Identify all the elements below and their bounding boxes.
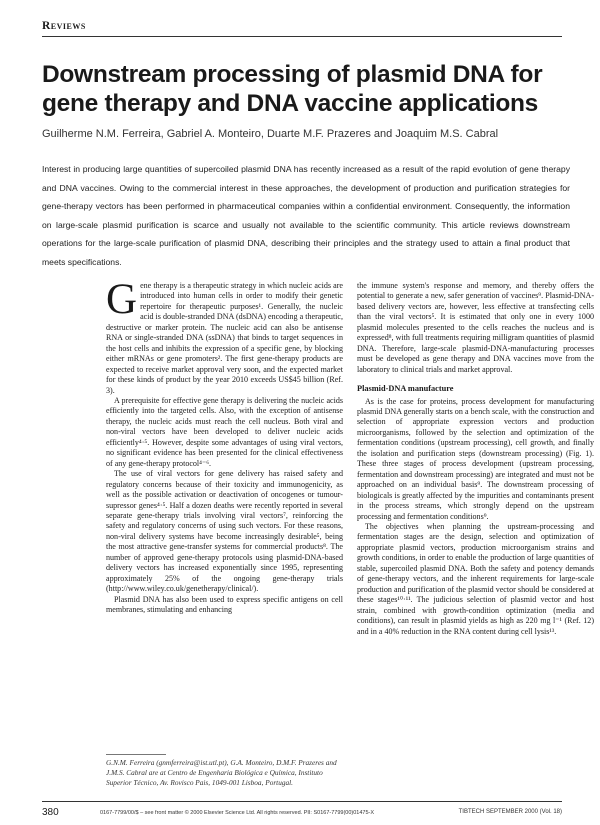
body-column-left <box>106 276 343 616</box>
header-rule <box>42 36 562 37</box>
article-authors: Guilherme N.M. Ferreira, Gabriel A. Monteiro, Duarte M.F. Prazeres and Joaquim M.S. Cabral <box>42 128 499 140</box>
journal-citation: TIBTECH SEPTEMBER 2000 (Vol. 18) <box>458 809 562 815</box>
page-number: 380 <box>42 807 59 818</box>
article-abstract: Interest in producing large quantities of supercoiled plasmid DNA has recently increased as a result of the rapid evolution of gene therapy and DNA vaccines. Owing to the commercial interest in these approaches, the development of production and purification strategies for gene-therapy vectors has been performed in pharmaceutical companies within a confidential environment. Consequently, the information on large-scale plasmid purification is scarce and usually not available to the scientific community. This article reviews downstream operations for the large-scale purification of plasmid DNA, describing their principles and the strategy used to attain a final product that meets specifications. <box>42 164 570 267</box>
article-title: Downstream processing of plasmid DNA for gene therapy and DNA vaccine applications <box>42 61 543 117</box>
body-paragraph: A prerequisite for effective gene therapy is delivering the nucleic acids efficiently into the targeted cells. Also, with the exception of antisense therapy, the nucleic acids must reach the cell nucleus. Both viral and non-viral vectors have been developed to deliver nucleic acids efficiently⁴·⁵. However, despite some advantages of using viral vectors, no significant evidence has been presented for the clinical effectiveness of any gene-therapy protocol⁴⁻⁶. <box>106 395 343 468</box>
section-heading: Plasmid-DNA manufacture <box>357 384 454 394</box>
body-paragraph: The use of viral vectors for gene delivery has raised safety and regulatory concerns because of their toxicity and immunogenicity, as well as the possible activation or deactivation of oncogenes or tumour-supressor genes⁴·⁵. Half a dozen deaths were recently reported in several separate gene-therapy trials involving viral vectors⁷, reinforcing the safety and regulatory concerns of using such vectors. For these reasons, non-viral delivery systems have become increasingly desirable⁵, being the most attractive gene-transfer systems for commercial products⁸. The number of approved gene-therapy protocols using plasmid-DNA-based delivery vectors has increased exponentially since 1995, representing approximately 25% of the ongoing gene-therapy trials (http://www.wiley.co.uk/genetherapy/clinical/). <box>106 469 343 594</box>
copyright-line: 0167-7799/00/$ – see front matter © 2000 Elsevier Science Ltd. All rights reserved. PII: S0167-7799(00)01475-X <box>100 810 375 816</box>
body-paragraph: Plasmid DNA has also been used to express specific antigens on cell membranes, stimulating and enhancing <box>106 594 343 615</box>
body-paragraph <box>106 276 343 396</box>
body-column-right <box>357 281 594 637</box>
section-label: Reviews <box>42 20 86 32</box>
author-affiliation: G.N.M. Ferreira (gnmferreira@ist.utl.pt), G.A. Monteiro, D.M.F. Prazeres and J.M.S. Cabral are at Centro de Engenharia Biológica e Química, Instituto Superior Técnico, Av. Rovisco Pais, 1049-001 Lisboa, Portugal. <box>106 758 337 787</box>
body-paragraph: the immune system's response and memory, and thereby offers the potential to generate a new, safer generation of vaccines⁹. Plasmid-DNA-based delivery vectors are, however, less effective at transfecting cells than the viral vectors⁵. It is estimated that only one in every 1000 plasmid molecules presented to the cells reaches the nucleus and is expressed⁸, with full treatments requiring milligram quantities of plasmid DNA. Therefore, large-scale plasmid-DNA-manufacturing processes must be developed as gene therapy and DNA vaccines move from the laboratory to clinical trials and market approval. <box>357 281 594 374</box>
footer-rule <box>42 801 562 802</box>
body-paragraph: As is the case for proteins, process development for manufacturing plasmid DNA generally starts on a bench scale, with the construction and selection of appropriate expression vectors and production microorganisms, followed by the selection and optimization of the fermentation conditions (upstream processing), cell growth, and finally the isolation and purification steps (downstream processing) (Fig. 1). These three stages of process development (upstream processing, fermentation and downstream processing) are integrated and must not be approached on an individual basis⁹. The downstream processing of biologicals is greatly affected by the impurities and contaminants present in the process streams, which strongly depend on the upstream processing and fermentation conditions⁹. <box>357 396 594 521</box>
paragraph-text: ene therapy is a therapeutic strategy in which nucleic acids are introduced into human cells in order to modify their genetic repertoire for therapeutic purposes¹. Generally, the nucleic acid is double-stranded DNA (dsDNA) encoding a therapeutic, destructive or marker protein. The nucleic acid can also be antisense RNA or single-stranded DNA (ssDNA) that binds to target sequences in the host cells and inhibits the expression of a specific gene, by blocking either mRNAs or gene promoters². The first gene-therapy products are expected to receive market approval very soon, and the expected market for these kinds of product by the year 2010 exceeds US$45 billion (Ref. 3). <box>106 281 343 395</box>
body-paragraph: The objectives when planning the upstream-processing and fermentation stages are the design, selection and optimization of appropriate plasmid vectors, production microorganism strains and growth conditions, in order to enable the production of large quantities of stable, supercoiled plasmid DNA. Both the safety and potency demands of gene-therapy vectors, and the inherent requirements for large-scale production and purification of the plasmid vector should be considered at these stages¹⁰·¹¹. The judicious selection of plasmid vector and host strain, combined with growth-condition optimization (media and conditions), can result in plasmid yields as high as 220 mg l⁻¹ (Ref. 12) and in a 40% reduction in the RNA content during cell lysis¹³. <box>357 521 594 636</box>
affiliation-rule <box>106 754 166 755</box>
drop-cap: G <box>106 276 138 323</box>
